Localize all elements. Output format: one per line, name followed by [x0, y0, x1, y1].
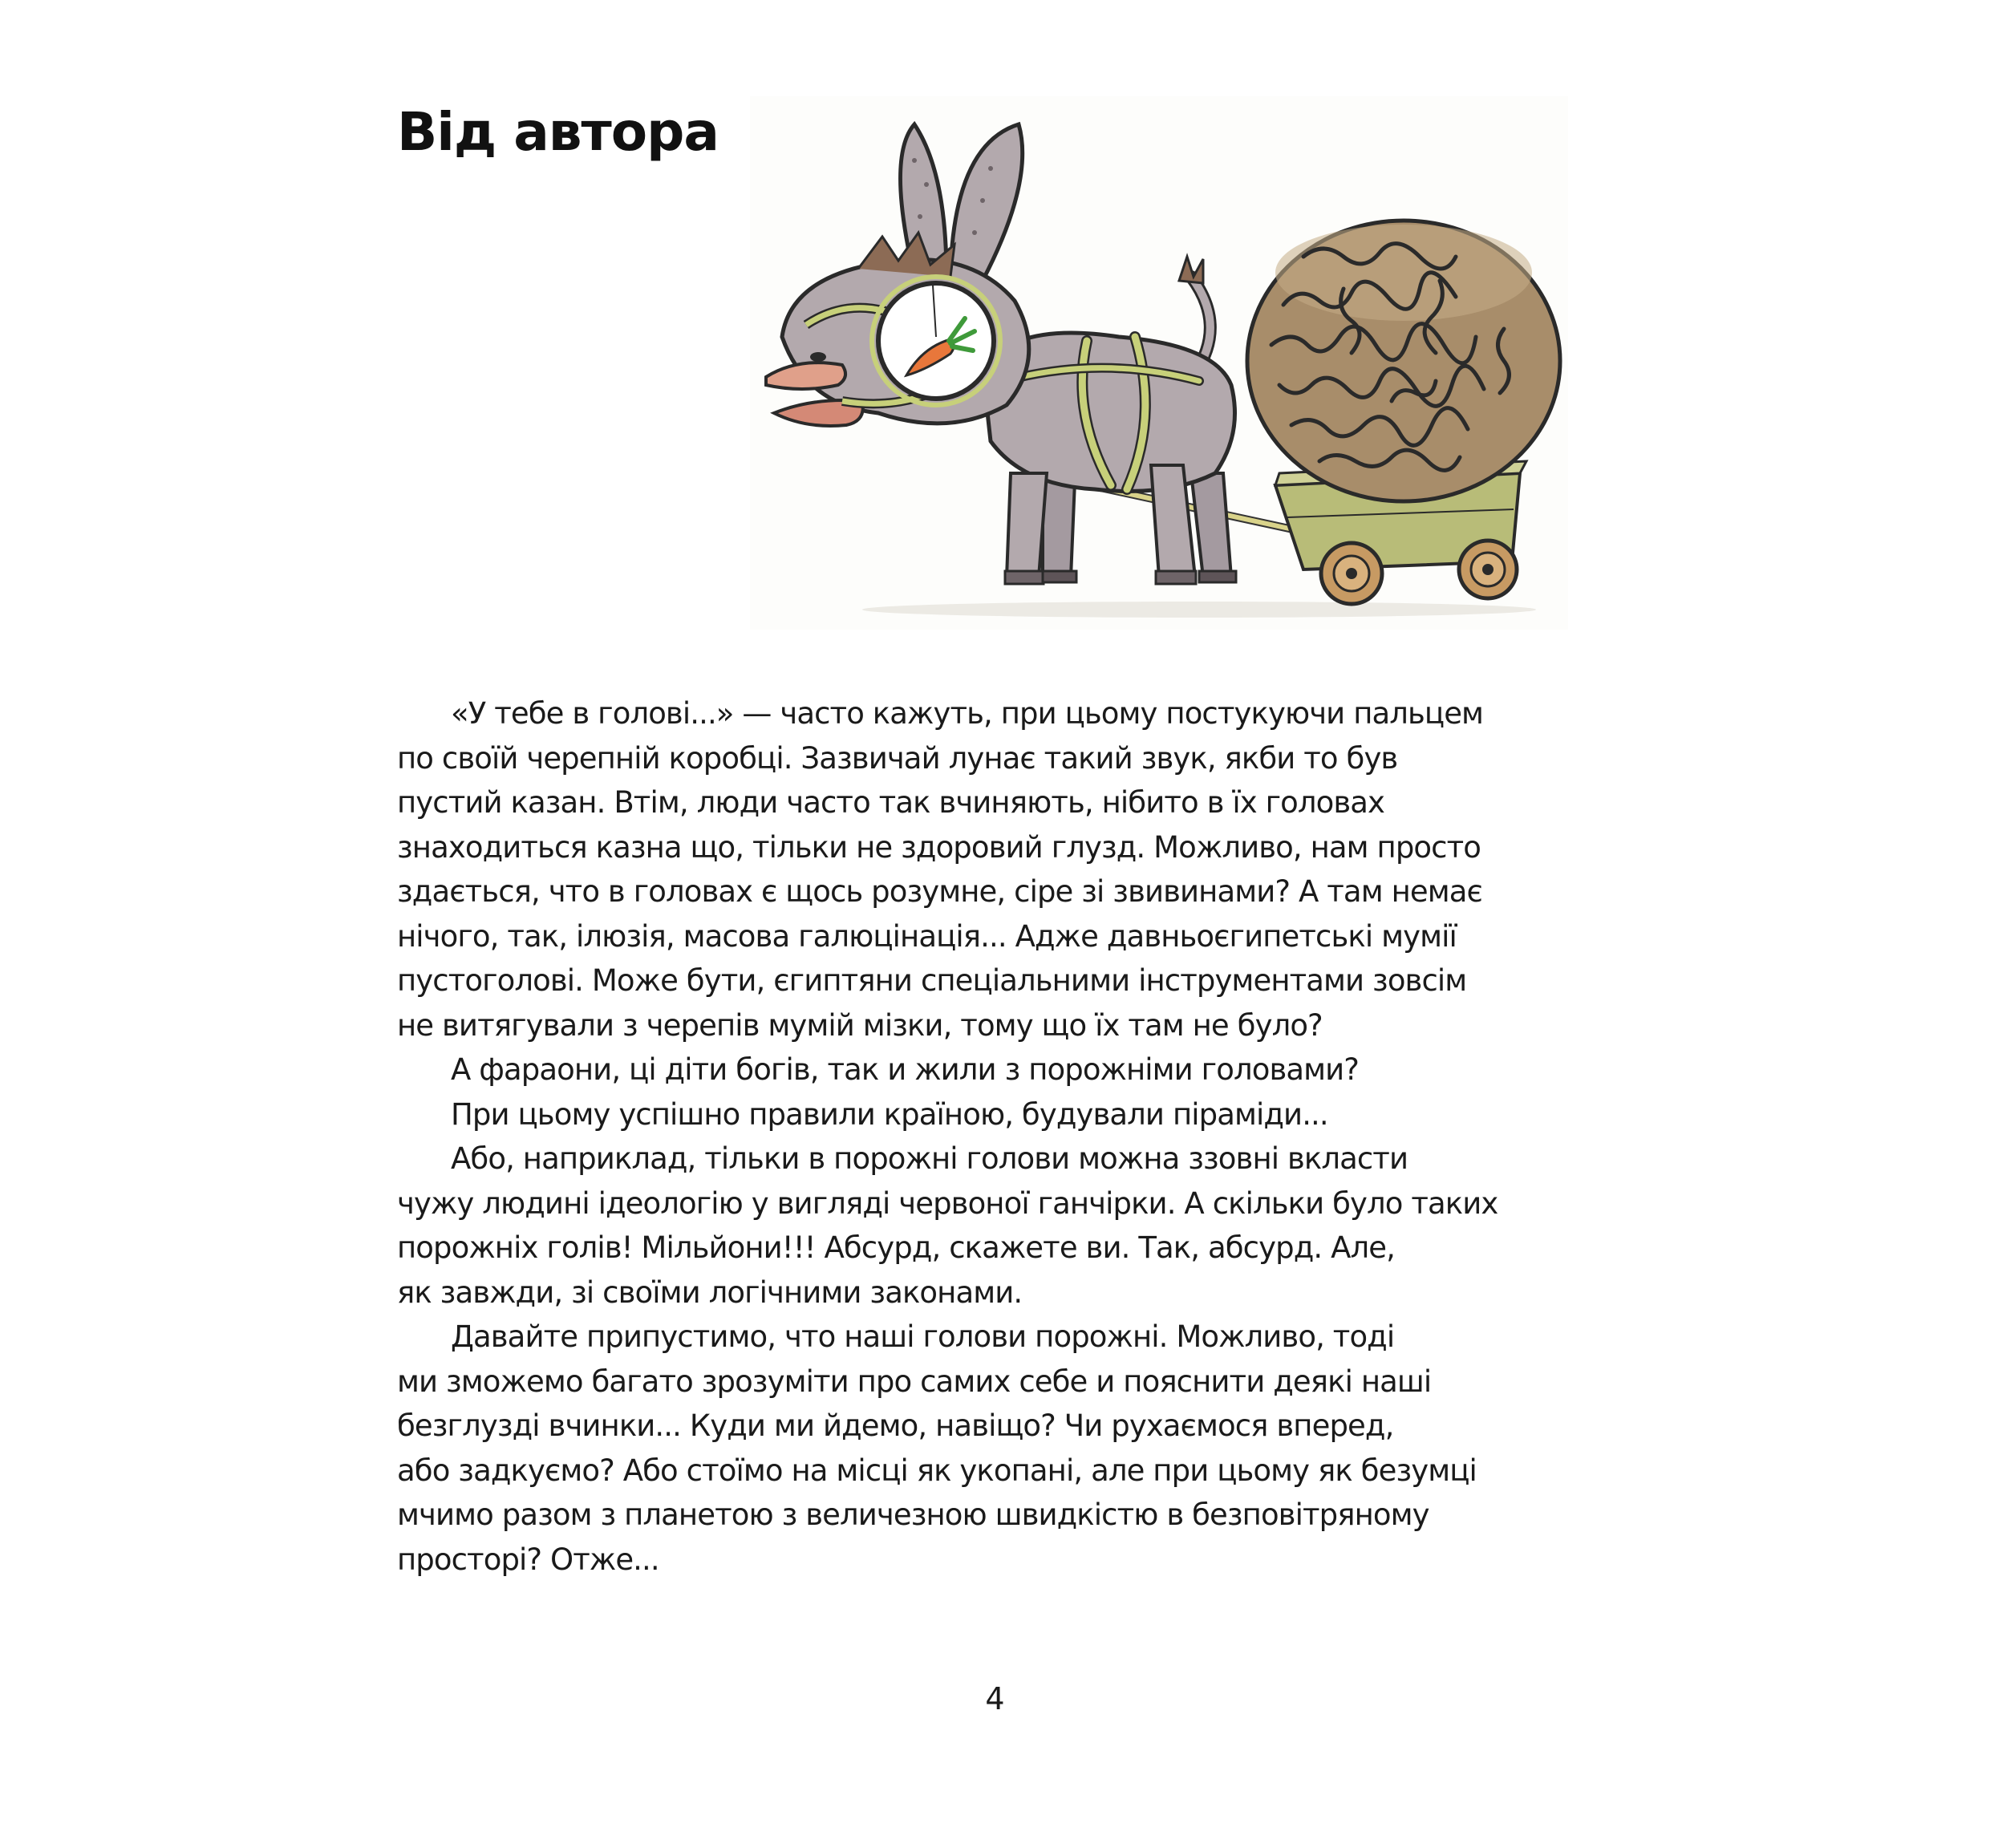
page-title: Від автора — [397, 101, 719, 163]
paragraph-1-line-6: нічого, так, ілюзія, масова галюцінація... Адже давньоєгипетські мумії — [397, 918, 1457, 954]
paragraph-5-line-3: безглузді вчинки... Куди ми йдемо, навіщо? Чи рухаємося вперед, — [397, 1408, 1394, 1443]
cart-wheel-front — [1321, 543, 1382, 604]
head-hole-with-carrot — [872, 277, 1000, 405]
paragraph-2-line-1: А фараони, ці діти богів, так и жили з порожніми головами? — [451, 1052, 1360, 1087]
paragraph-4-line-1: Або, наприклад, тільки в порожні голови можна ззовні вкласти — [451, 1141, 1408, 1176]
paragraph-1-line-4: знаходиться казна що, тільки не здоровий глузд. Можливо, нам просто — [397, 829, 1481, 865]
brain — [1247, 221, 1560, 501]
donkey-brain-cart-illustration — [750, 96, 1568, 630]
cart-wheel-back — [1459, 541, 1517, 598]
paragraph-1-line-3: пустий казан. Втім, люди часто так вчиняють, нібито в їх головах — [397, 785, 1385, 820]
paragraph-4-line-4: як завжди, зі своїми логічними законами. — [397, 1275, 1023, 1310]
paragraph-1-line-8: не витягували з черепів мумій мізки, тому що їх там не було? — [397, 1007, 1323, 1043]
paragraph-1-line-7: пустоголові. Може бути, єгиптяни спеціальними інструментами зовсім — [397, 963, 1467, 998]
paragraph-5-line-5: мчимо разом з планетою з величезною швидкістю в безповітряному — [397, 1497, 1429, 1532]
paragraph-3-line-1: При цьому успішно правили країною, будували піраміди... — [451, 1096, 1328, 1132]
paragraph-4-line-2: чужу людині ідеологію у вигляді червоної ганчірки. А скільки було таких — [397, 1185, 1498, 1221]
paragraph-5-line-1: Давайте припустимо, что наші голови порожні. Можливо, тоді — [451, 1319, 1395, 1354]
page-number: 4 — [985, 1681, 1005, 1716]
paragraph-5-line-4: або задкуємо? Або стоїмо на місці як укопані, але при цьому як безумці — [397, 1453, 1477, 1488]
paragraph-1-line-5: здається, что в головах є щось розумне, сіре зі звивинами? А там немає — [397, 874, 1482, 909]
paragraph-1-line-2: по своїй черепній коробці. Зазвичай лунає такий звук, якби то був — [397, 740, 1398, 776]
paragraph-5-line-6: просторі? Отже... — [397, 1542, 659, 1577]
paragraph-4-line-3: порожніх голів! Мільйони!!! Абсурд, скажете ви. Так, абсурд. Але, — [397, 1230, 1395, 1265]
paragraph-5-line-2: ми зможемо багато зрозуміти про самих себе и пояснити деякі наші — [397, 1364, 1432, 1399]
body-text — [397, 691, 1600, 1582]
ground-shadow — [862, 602, 1536, 618]
paragraph-1-line-1: «У тебе в голові...» — часто кажуть, при цьому постукуючи пальцем — [451, 696, 1484, 731]
